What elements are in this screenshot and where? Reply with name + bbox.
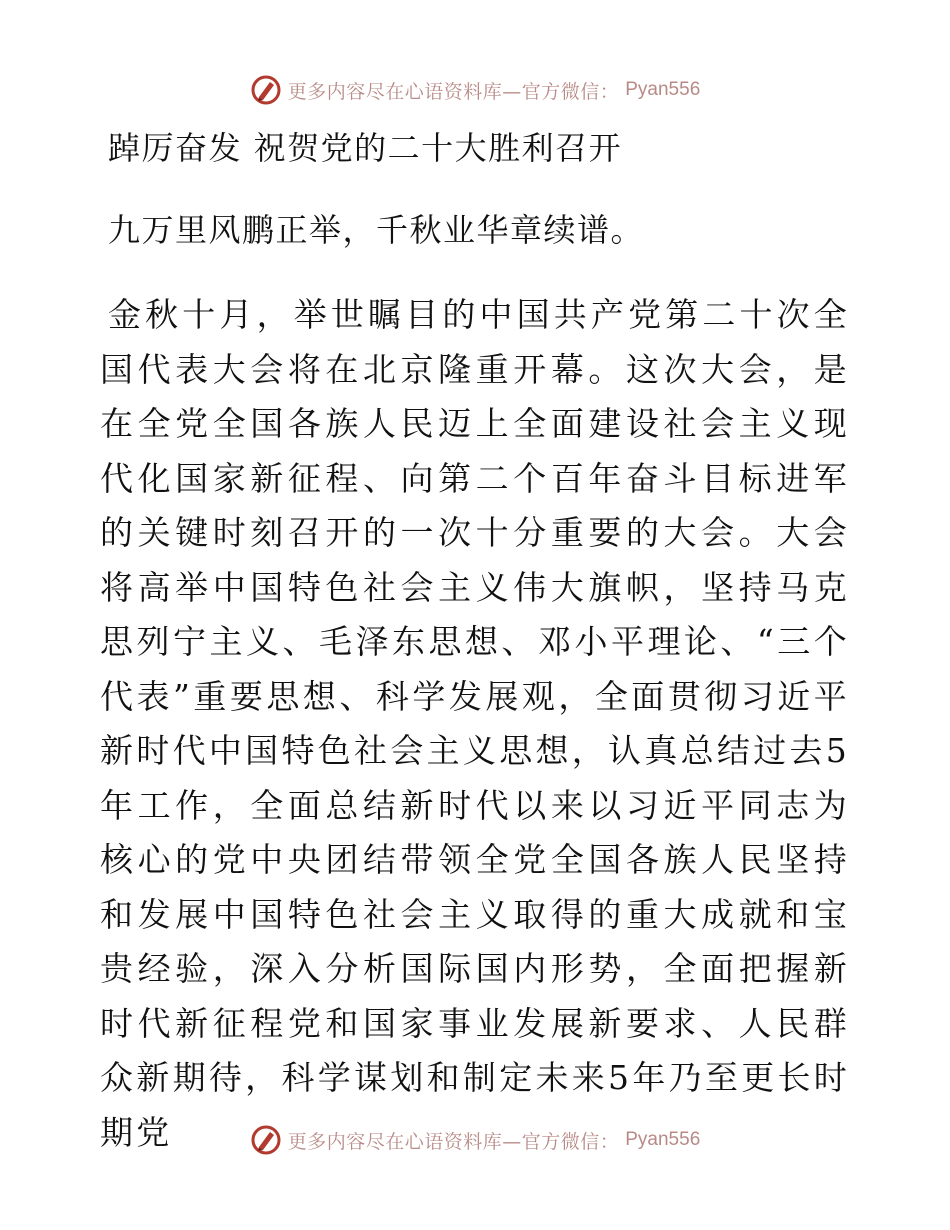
watermark-text: 更多内容尽在心语资料库—官方微信： (287, 80, 620, 103)
watermark-handle: Pyan556 (625, 1129, 701, 1150)
document-subtitle: 九万里风鹏正举，千秋业华章续谱。 (108, 211, 645, 249)
pen-circle-logo-icon (250, 1124, 282, 1156)
document-title: 踔厉奋发 祝贺党的二十大胜利召开 (108, 129, 623, 167)
document-body (100, 124, 850, 1160)
pen-circle-logo-icon (250, 74, 282, 106)
watermark-handle: Pyan556 (625, 79, 701, 100)
footer-watermark (0, 1120, 950, 1160)
header-watermark (0, 70, 950, 110)
document-paragraph: 金秋十月，举世瞩目的中国共产党第二十次全国代表大会将在北京隆重开幕。这次大会，是在全党全国各族人民迈上全面建设社会主义现代化国家新征程、向第二个百年奋斗目标进军的关键时刻召开的一次十分重要的大会。大会将高举中国特色社会主义伟大旗帜，坚持马克思列宁主义、毛泽东思想、邓小平理论、“三个代表”重要思想、科学发展观，全面贯彻习近平新时代中国特色社会主义思想，认真总结过去5年工作，全面总结新时代以来以习近平同志为核心的党中央团结带领全党全国各族人民坚持和发展中国特色社会主义取得的重大成就和宝贵经验，深入分析国际国内形势，全面把握新时代新征程党和国家事业发展新要求、人民群众新期待，科学谋划和制定未来5年乃至更长时期党 (100, 295, 850, 1152)
watermark-text: 更多内容尽在心语资料库—官方微信： (287, 1130, 620, 1153)
